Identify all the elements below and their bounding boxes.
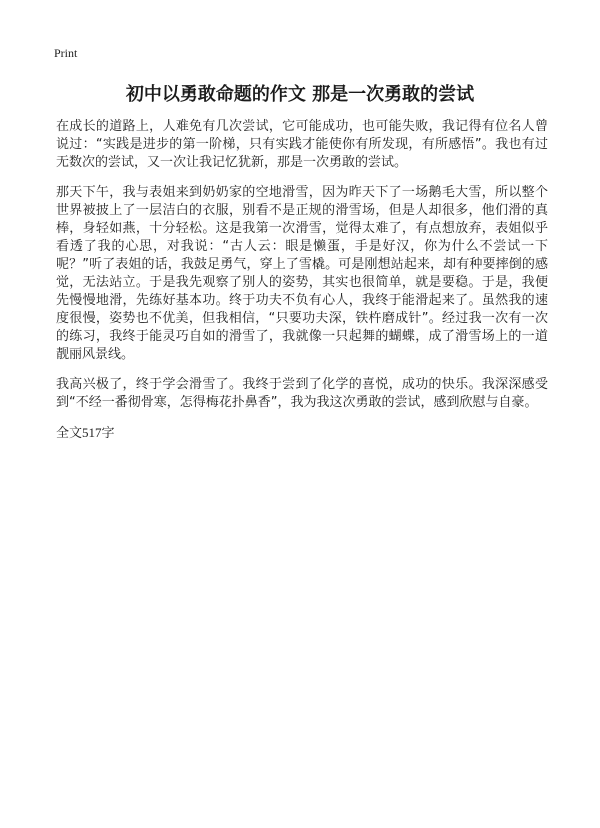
article-paragraph-2: 那天下午，我与表姐来到奶奶家的空地滑雪，因为昨天下了一场鹅毛大雪，所以整个世界被披上了一层洁白的衣服，别看不是正规的滑雪场，但是人却很多，他们滑的真棒，身轻如燕，十分轻松。这是我第一次滑雪，觉得太难了，有点想放弃，表姐似乎看透了我的心思，对我说：“古人云：眼是懒蛋，手是好汉，你为什么不尝试一下呢？”听了表姐的话，我鼓足勇气，穿上了雪橇。可是刚想站起来，却有种要摔倒的感觉，无法站立。于是我先观察了别人的姿势，其实也很简单，就是要稳。于是，我便先慢慢地滑，先练好基本功。终于功夫不负有心人，我终于能滑起来了。虽然我的速度很慢，姿势也不优美，但我相信，“只要功夫深，铁杵磨成针”。经过我一次有一次的练习，我终于能灵巧自如的滑雪了，我就像一只起舞的蝴蝶，成了滑雪场上的一道靓丽风景线。 (56, 185, 548, 362)
article-paragraph-1: 在成长的道路上，人难免有几次尝试，它可能成功，也可能失败，我记得有位名人曾说过：“实践是进步的第一阶梯，只有实践才能使你有所发现，有所感悟”。我也有过无数次的尝试，又一次让我记忆犹新，那是一次勇敢的尝试。 (56, 119, 548, 170)
print-link[interactable]: Print (54, 46, 78, 60)
word-count-label: 全文 (56, 426, 83, 441)
article-title: 初中以勇敢命题的作文 那是一次勇敢的尝试 (125, 84, 475, 105)
article-paragraph-3: 我高兴极了，终于学会滑雪了。我终于尝到了化学的喜悦，成功的快乐。我深深感受到“不经一番彻骨寒，怎得梅花扑鼻香”，我为我这次勇敢的尝试，感到欣慰与自豪。 (56, 377, 548, 410)
word-count-unit: 字 (101, 426, 115, 441)
word-count (56, 424, 548, 443)
article-body (56, 118, 548, 443)
word-count-value: 517 (82, 425, 102, 440)
